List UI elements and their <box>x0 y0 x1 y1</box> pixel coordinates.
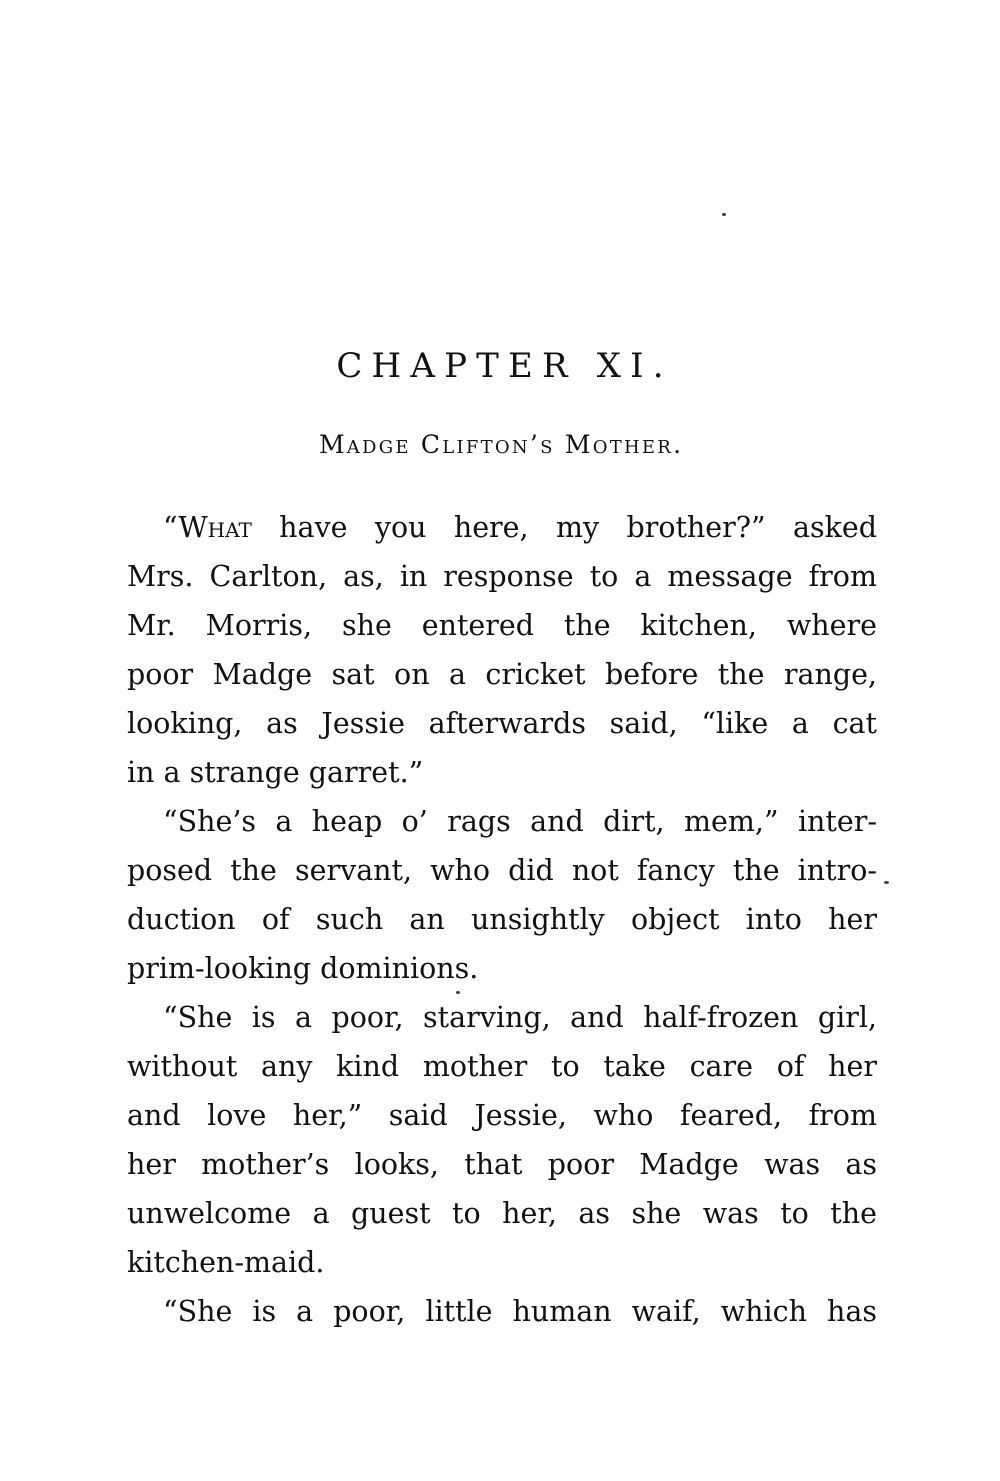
text-segment: looking, as Jessie afterwards said, “like a cat <box>127 707 877 740</box>
text-line <box>127 1287 877 1336</box>
text-line <box>127 797 877 846</box>
text-segment: “She is a poor, little human waif, which has <box>163 1295 877 1328</box>
text-line <box>127 601 877 650</box>
text-line <box>127 944 877 993</box>
text-segment: unwelcome a guest to her, as she was to the <box>127 1197 877 1230</box>
chapter-subtitle: Madge Clifton’s Mother. <box>318 430 684 459</box>
text-line <box>127 1140 877 1189</box>
small-caps-text: hat <box>207 511 252 544</box>
text-line <box>127 895 877 944</box>
scan-speck <box>884 881 889 884</box>
text-segment: her mother’s looks, that poor Madge was as <box>127 1148 877 1181</box>
text-segment: kitchen-maid. <box>127 1246 325 1279</box>
text-segment: have you here, my brother?” asked <box>251 511 877 544</box>
text-segment: duction of such an unsightly object into her <box>127 903 877 936</box>
text-segment: “She is a poor, starving, and half-frozen girl, <box>163 1001 877 1034</box>
text-segment: “W <box>163 511 208 544</box>
text-segment: and love her,” said Jessie, who feared, from <box>127 1099 877 1132</box>
text-line <box>127 748 877 797</box>
text-segment: in a strange garret.” <box>127 756 424 789</box>
text-segment: poor Madge sat on a cricket before the range, <box>127 658 877 691</box>
text-line <box>127 650 877 699</box>
text-line <box>127 552 877 601</box>
text-line <box>127 993 877 1042</box>
text-segment: prim-looking dominions. <box>127 952 479 985</box>
text-line <box>127 1238 877 1287</box>
text-line <box>127 1042 877 1091</box>
text-line <box>127 1091 877 1140</box>
text-segment: Mrs. Carlton, as, in response to a message from <box>127 560 877 593</box>
scan-speck <box>722 213 726 216</box>
text-line <box>127 846 877 895</box>
body-text <box>127 503 877 1336</box>
chapter-title: CHAPTER XI. <box>336 346 673 386</box>
text-line <box>127 699 877 748</box>
text-line <box>127 1189 877 1238</box>
text-segment: “She’s a heap o’ rags and dirt, mem,” inter- <box>163 805 877 838</box>
text-segment: Mr. Morris, she entered the kitchen, where <box>127 609 877 642</box>
text-segment: without any kind mother to take care of her <box>127 1050 877 1083</box>
scan-speck <box>456 991 460 994</box>
text-segment: posed the servant, who did not fancy the intro- <box>127 854 877 887</box>
text-line <box>127 503 877 552</box>
